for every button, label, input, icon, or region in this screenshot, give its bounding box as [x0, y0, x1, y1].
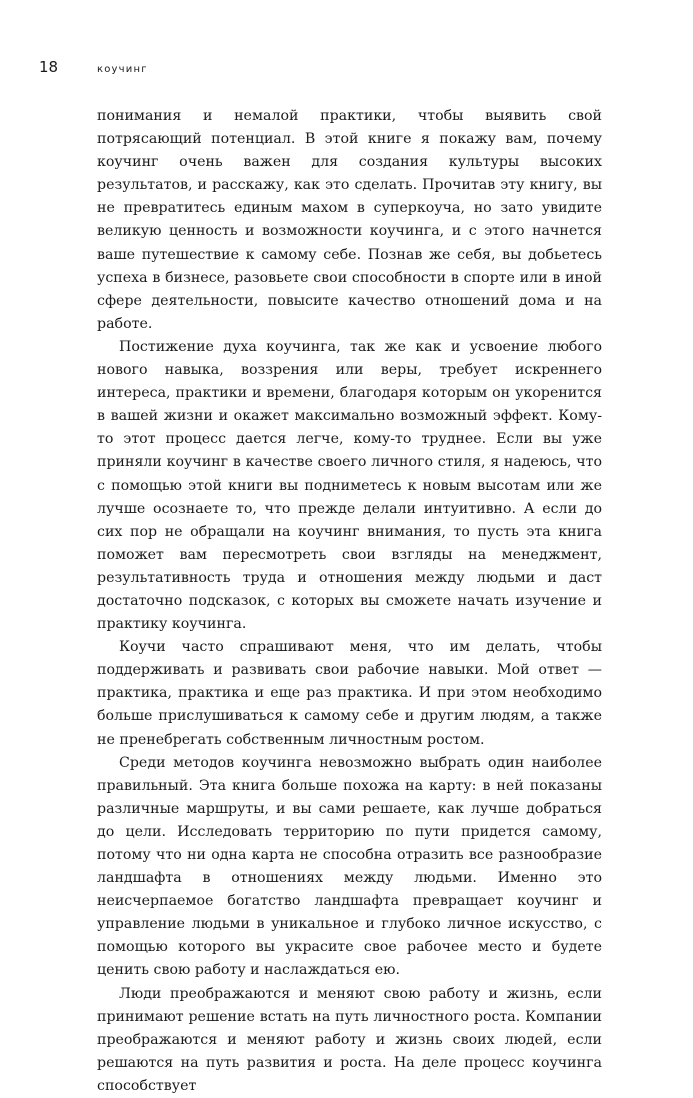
paragraph-5: Люди преображаются и меняют свою работу и жизнь, если принимают решение встать на путь личностного роста. Компании преображаются и меняют работу и жизнь своих людей, если решаются на путь развития и роста. На деле процесс коучинга способствует — [97, 985, 602, 1094]
paragraph-4: Среди методов коучинга невозможно выбрать один наиболее правильный. Эта книга больше похожа на карту: в ней показаны различные маршруты, и вы сами решаете, как лучше добраться до цели. Исследовать территорию по пути придется самому, потому что ни одна карта не способна отразить все разнообразие ландшафта в отношениях между людьми. Именно это неисчерпаемое богатство ландшафта превращает коучинг и управление людьми в уникальное и глубоко личное искусство, с помощью которого вы украсите свое рабочее место и будете ценить свою работу и наслаждаться ею. — [97, 754, 602, 979]
section-title: коучинг — [97, 64, 148, 75]
paragraph-2: Постижение духа коучинга, так же как и усвоение любого нового навыка, воззрения или веры, требует искреннего интереса, практики и времени, благодаря которым он укоренится в вашей жизни и окажет максимально возможный эффект. Кому-то этот процесс дается легче, кому-то труднее. Если вы уже приняли коучинг в качестве своего личного стиля, я надеюсь, что с помощью этой книги вы подниметесь к новым высотам или же лучше осознаете то, что прежде делали интуитивно. А если до сих пор не обращали на коучинг внимания, то пусть эта книга поможет вам пересмотреть свои взгляды на менеджмент, результативность труда и отношения между людьми и даст достаточно подсказок, с которых вы сможете начать изучение и практику коучинга. — [97, 338, 602, 633]
paragraph-1: понимания и немалой практики, чтобы выявить свой потрясающий потенциал. В этой книге я покажу вам, почему коучинг очень важен для создания культуры высоких результатов, и расскажу, как это сделать. Прочитав эту книгу, вы не превратитесь единым махом в суперкоуча, но зато увидите великую ценность и возможности коучинга, и с этого начнется ваше путешествие к самому себе. Познав же себя, вы добьетесь успеха в бизнесе, разовьете свои способности в спорте или в иной сфере деятельности, повысите качество отношений дома и на работе. — [97, 108, 602, 332]
running-head — [39, 58, 148, 78]
page-number: 18 — [39, 58, 59, 76]
body-text — [97, 105, 602, 1098]
paragraph-3: Коучи часто спрашивают меня, что им делать, чтобы поддерживать и развивать свои рабочие навыки. Мой ответ — практика, практика и еще раз практика. И при этом необходимо больше прислушиваться к самому себе и другим людям, а также не пренебрегать собственным личностным ростом. — [97, 639, 602, 748]
